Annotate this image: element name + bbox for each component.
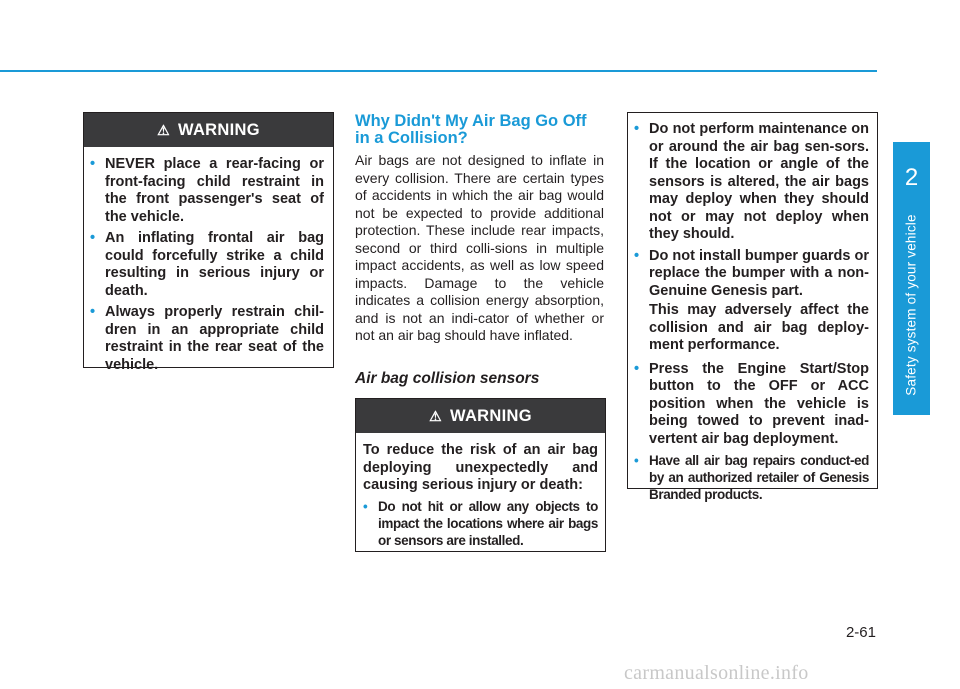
warning-triangle-icon: ⚠: [157, 121, 170, 138]
chapter-number: 2: [904, 164, 919, 191]
page-number: 2-61: [845, 624, 876, 641]
bullet-dot-icon: •: [90, 304, 96, 320]
bullet-dot-icon: •: [634, 453, 639, 468]
middle-warning-box: [355, 398, 606, 552]
watermark: carmanualsonline.info: [624, 662, 809, 684]
list-item: • Do not hit or allow any objects to impact the locations where air bags or sensors are installed.: [363, 498, 598, 548]
warning-list: [628, 113, 877, 300]
warning-list: [84, 147, 333, 374]
right-warning-box: [627, 112, 878, 502]
warning-content: [356, 433, 605, 549]
bullet-dot-icon: •: [634, 121, 640, 137]
bullet-dot-icon: •: [90, 156, 96, 172]
sub-heading: Air bag collision sensors: [355, 370, 540, 387]
list-item: • Always properly restrain chil-dren in an appropriate child restraint in the rear seat of the vehicle.: [90, 304, 324, 373]
warning-header: [356, 399, 605, 433]
bullet-dot-icon: •: [634, 247, 640, 264]
bullet-dot-icon: •: [90, 230, 96, 246]
list-item: • Do not perform maintenance on or around the air bag sen-sors. If the location or angle of the sensors is altered, the air bags may deploy when they should not or may not deploy when they should.: [634, 121, 869, 242]
warning-list: [628, 361, 877, 504]
warning-label: WARNING: [450, 406, 532, 425]
warning-triangle-icon: ⚠: [429, 407, 442, 424]
warning-intro: To reduce the risk of an air bag deploying unexpectedly and causing serious injury or death:: [363, 442, 598, 493]
section-title: Why Didn't My Air Bag Go Off in a Collision?: [355, 112, 587, 147]
top-rule: [0, 70, 877, 72]
note-paragraph: This may adversely affect the collision and air bag deploy-ment performance.: [649, 302, 869, 353]
list-item: • An inflating frontal air bag could forcefully strike a child resulting in serious injury or death.: [90, 230, 324, 299]
list-item: • Do not install bumper guards or replace the bumper with a non-Genuine Genesis part.: [634, 247, 869, 299]
warning-header: [84, 113, 333, 147]
warning-list: [363, 498, 598, 549]
list-item: • Press the Engine Start/Stop button to the OFF or ACC position when the vehicle is being towed to prevent inad-vertent air bag deployment.: [634, 360, 869, 447]
body-text: Air bags are not designed to inflate in every collision. There are certain types of accidents in which the air bag would not be expected to provide additional protection. These include rear impacts, second or third colli-sions in multiple impact accidents, as well as low speed impacts. Damage to the vehicle indicates a collision energy absorption, and is not an indi-cator of whether or not an air bag should have inflated.: [355, 152, 604, 343]
bullet-dot-icon: •: [363, 498, 368, 514]
list-item: • Have all air bag repairs conduct-ed by an authorized retailer of Genesis Branded products.: [634, 453, 869, 502]
list-item: • NEVER place a rear-facing or front-facing child restraint in the front passenger's seat of the vehicle.: [90, 156, 324, 225]
bullet-dot-icon: •: [634, 360, 640, 377]
chapter-title: Safety system of your vehicle: [903, 214, 919, 396]
warning-label: WARNING: [178, 120, 260, 139]
left-warning-box: [83, 112, 334, 373]
